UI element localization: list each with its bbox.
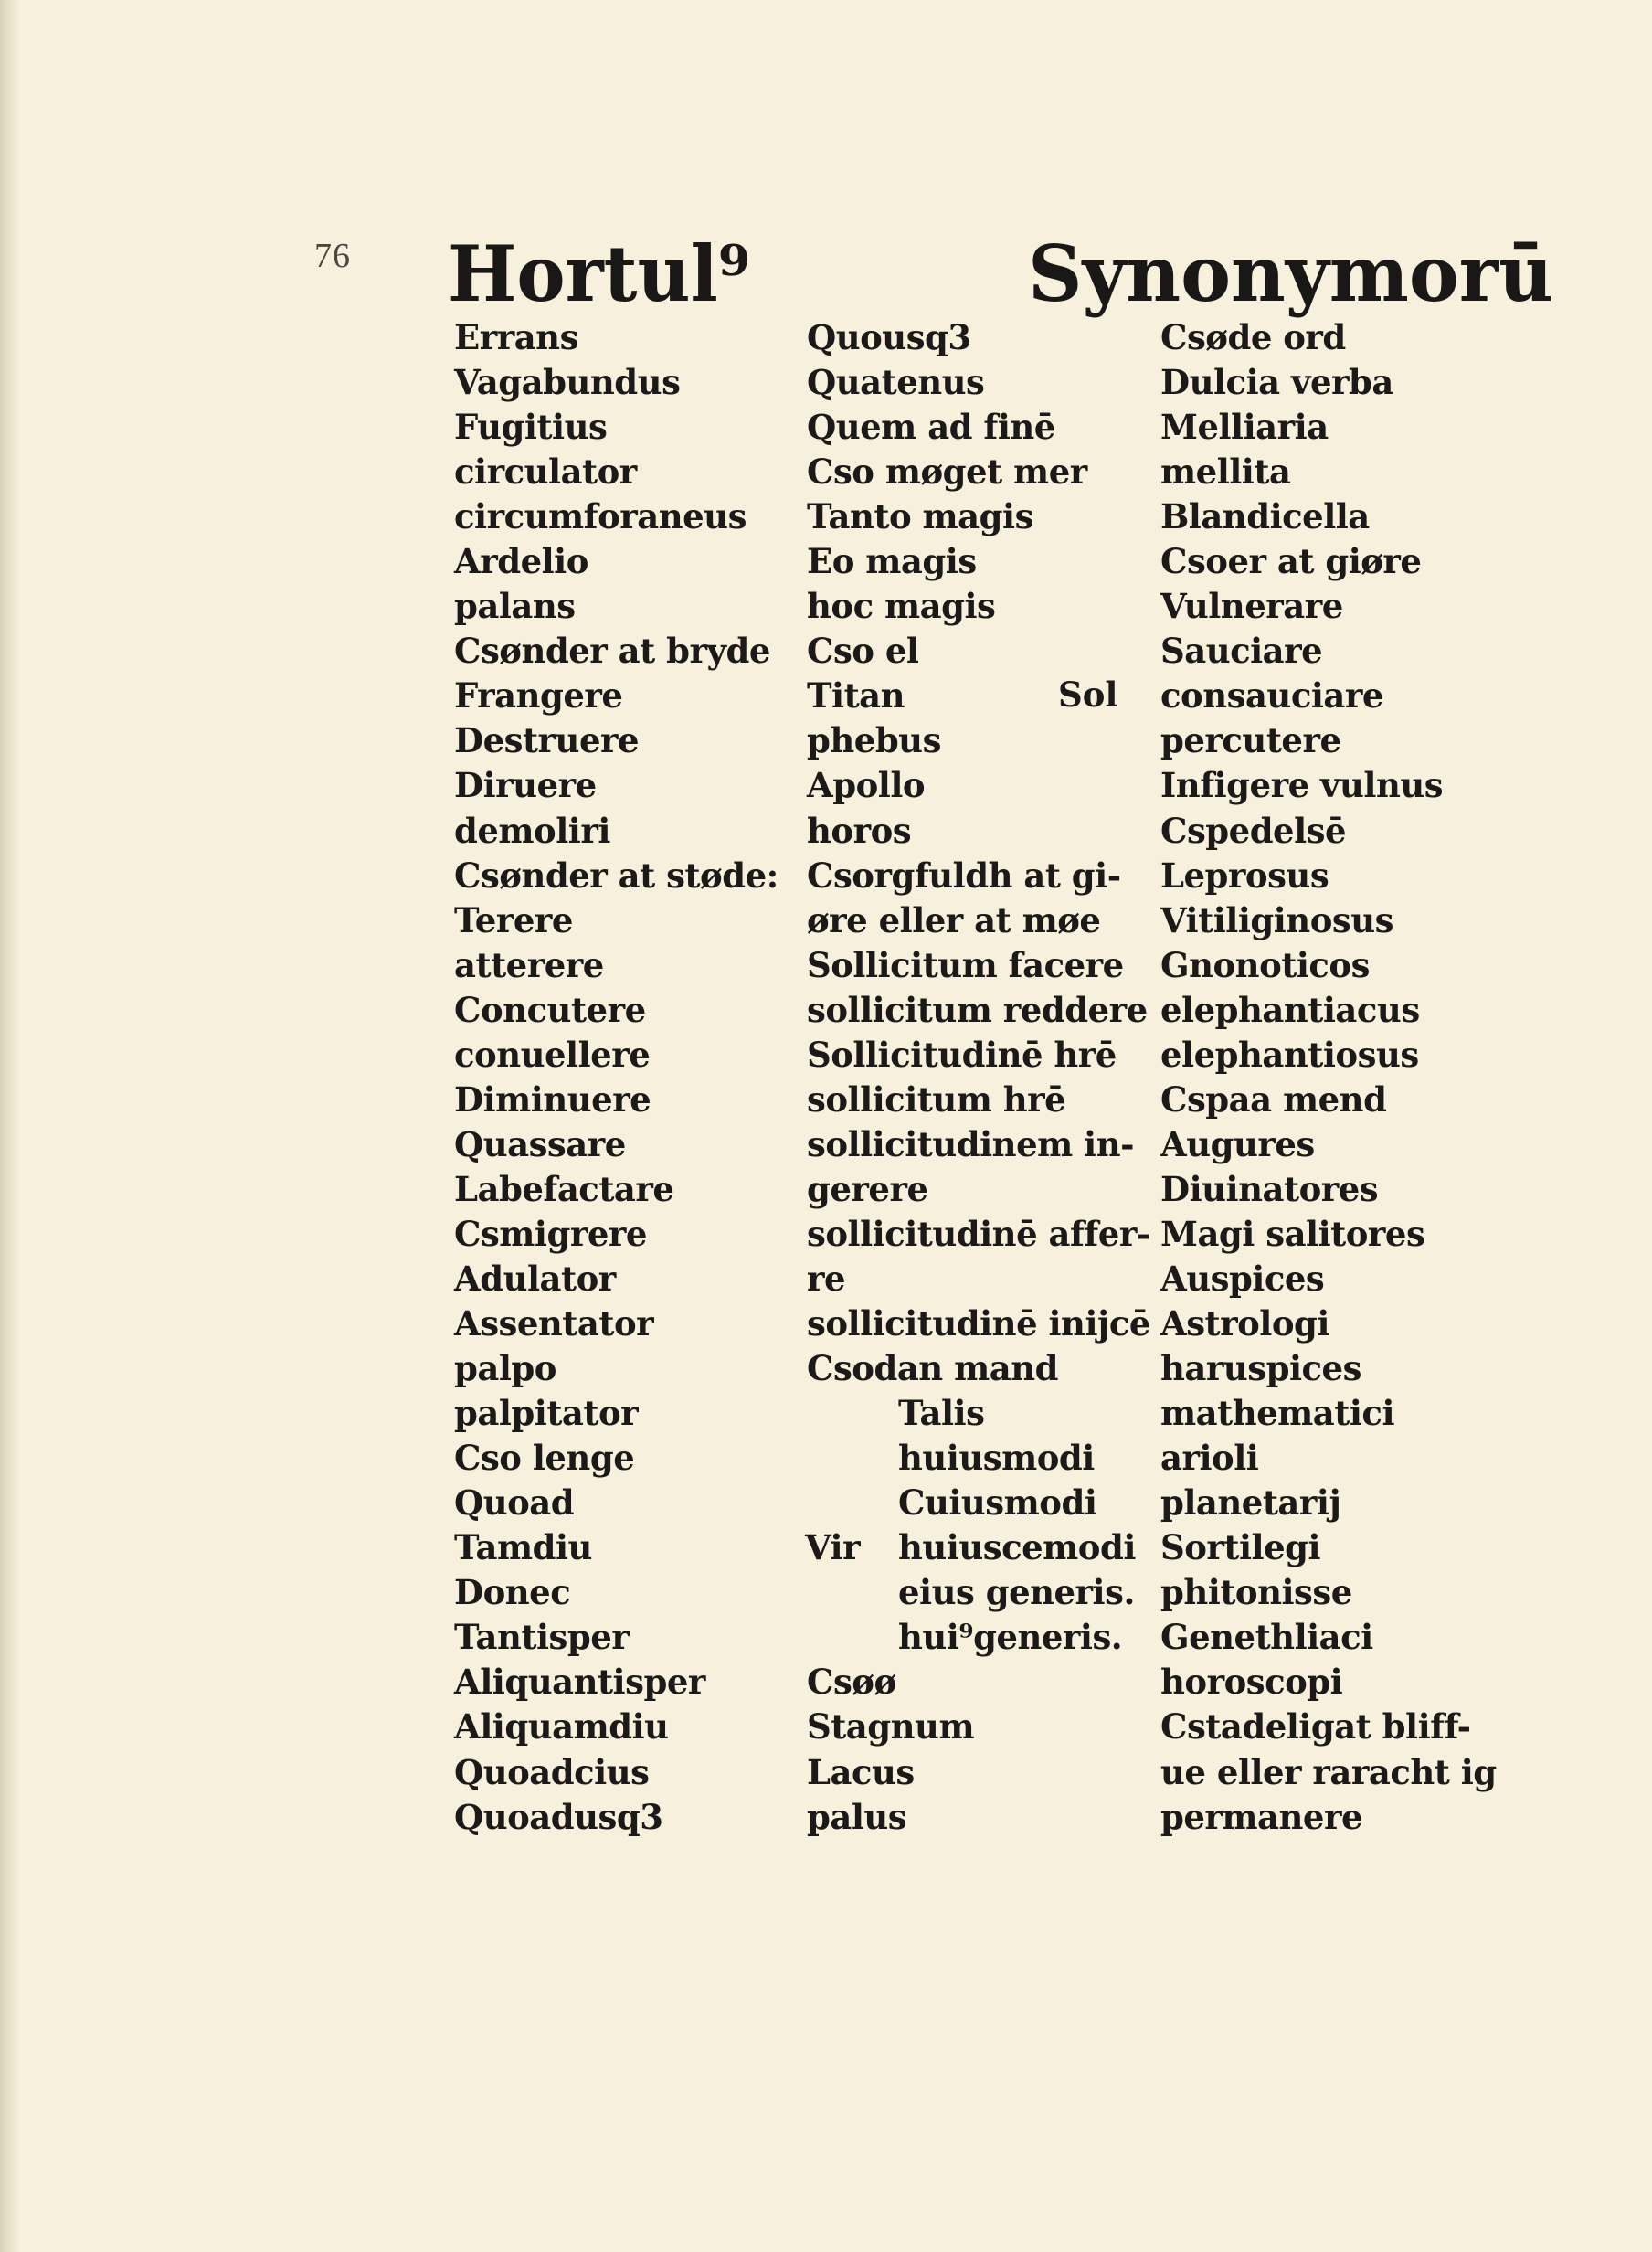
word-entry — [807, 763, 1154, 808]
column-left — [454, 315, 801, 1840]
word-entry — [807, 809, 1154, 854]
word-entry — [807, 1750, 1154, 1795]
entry-text: Sollicitum facere — [807, 944, 1124, 985]
entry-text: Talis — [898, 1393, 985, 1434]
word-entry: Genethliaci — [1160, 1617, 1373, 1658]
word-entry — [807, 1705, 1154, 1749]
word-entry — [807, 1301, 1154, 1346]
word-entry: Assentator — [454, 1303, 654, 1344]
word-entry: Tantisper — [454, 1617, 630, 1658]
entry-text: palus — [807, 1796, 907, 1837]
word-entry: Tamdiu — [454, 1527, 592, 1568]
word-entry: planetarij — [1160, 1482, 1341, 1524]
word-entry — [807, 1795, 1154, 1840]
word-entry: Errans — [454, 317, 578, 357]
word-entry: Blandicella — [1160, 496, 1370, 537]
word-entry — [807, 1525, 1154, 1570]
entry-text: Quatenus — [807, 362, 985, 403]
word-entry: elephantiosus — [1160, 1034, 1419, 1075]
entry-text: øre eller at møe — [807, 899, 1101, 940]
word-entry: Sauciare — [1160, 631, 1323, 672]
word-entry: horoscopi — [1160, 1662, 1343, 1703]
entry-text: sollicitum reddere — [807, 989, 1148, 1030]
word-entry: ue eller raracht ig — [1160, 1751, 1497, 1792]
word-entry: arioli — [1160, 1438, 1259, 1479]
word-entry: mathematici — [1160, 1393, 1395, 1434]
word-entry — [807, 494, 1154, 539]
entry-text: hui⁹generis. — [898, 1617, 1123, 1658]
word-entry: Diminuere — [454, 1078, 651, 1120]
word-entry: Quassare — [454, 1123, 626, 1164]
word-entry: Sortilegi — [1160, 1527, 1321, 1568]
word-entry: palpitator — [454, 1393, 639, 1434]
word-entry — [807, 1481, 1154, 1525]
column-middle — [807, 315, 1154, 1840]
column-middle-side-label: Sol — [1058, 675, 1118, 715]
word-entry — [807, 1078, 1154, 1122]
word-entry: phitonisse — [1160, 1572, 1352, 1613]
word-entry: Cspedelsē — [1160, 810, 1347, 851]
entry-text: eius generis. — [898, 1572, 1135, 1613]
word-entry: Vitiliginosus — [1160, 899, 1393, 940]
word-entry: atterere — [454, 944, 604, 985]
word-entry: Aliquantisper — [454, 1662, 705, 1703]
word-entry: Gnonoticos — [1160, 944, 1370, 985]
word-entry: Magi salitores — [1160, 1213, 1425, 1254]
word-entry: Augures — [1160, 1123, 1315, 1164]
word-entry: Leprosus — [1160, 855, 1329, 896]
word-entry: conuellere — [454, 1034, 651, 1075]
word-entry — [807, 1660, 1154, 1705]
word-entry: Cso lenge — [454, 1438, 635, 1479]
entry-text: Titan — [807, 675, 905, 717]
word-entry: Csøde ord — [1160, 317, 1346, 357]
word-entry — [807, 1167, 1154, 1212]
word-entry: Diruere — [454, 765, 597, 806]
word-entry: Infigere vulnus — [1160, 765, 1444, 806]
word-entry: Diuinatores — [1160, 1168, 1379, 1209]
word-entry: Frangere — [454, 675, 623, 717]
word-entry: elephantiacus — [1160, 989, 1420, 1030]
word-entry — [807, 1212, 1154, 1257]
word-entry — [807, 943, 1154, 988]
word-entry: Donec — [454, 1572, 571, 1613]
word-entry: palpo — [454, 1348, 556, 1389]
word-entry — [807, 898, 1154, 943]
word-entry: Adulator — [454, 1258, 616, 1299]
entry-text: horos — [807, 810, 912, 851]
running-title-right: Synonymorū — [1028, 228, 1553, 319]
entry-text: sollicitudinē affer- — [807, 1213, 1150, 1254]
entry-text: Csorgfuldh at gi- — [807, 855, 1121, 896]
word-entry: Quoadcius — [454, 1751, 650, 1792]
word-entry — [807, 718, 1154, 763]
entry-prefix: Vir — [805, 1527, 861, 1568]
word-entry: Cspaa mend — [1160, 1078, 1387, 1120]
word-entry — [807, 360, 1154, 405]
entry-text: Eo magis — [807, 541, 977, 582]
word-entry: permanere — [1160, 1796, 1363, 1837]
word-entry: Dulcia verba — [1160, 362, 1393, 403]
word-entry: Csønder at støde: — [454, 855, 778, 896]
word-entry: haruspices — [1160, 1348, 1361, 1389]
page-number: 76 — [314, 237, 351, 275]
word-entry: Vagabundus — [454, 362, 681, 403]
word-entry: Concutere — [454, 989, 646, 1030]
column-right — [1160, 315, 1544, 1840]
word-entry: percutere — [1160, 720, 1341, 761]
word-entry — [807, 1257, 1154, 1301]
entry-text: Sollicitudinē hrē — [807, 1034, 1117, 1075]
word-entry — [807, 405, 1154, 450]
word-entry: consauciare — [1160, 675, 1383, 717]
word-entry: Quoadusq3 — [454, 1796, 663, 1837]
word-entry — [807, 1122, 1154, 1167]
word-entry — [807, 1436, 1154, 1481]
word-entry: circumforaneus — [454, 496, 747, 537]
entry-text: Quousq3 — [807, 317, 971, 357]
word-entry: Csønder at bryde — [454, 631, 770, 672]
word-entry — [807, 988, 1154, 1033]
entry-text: Quem ad finē — [807, 407, 1055, 448]
word-entry: Vulnerare — [1160, 586, 1343, 627]
word-entry — [807, 1615, 1154, 1660]
word-entry — [807, 450, 1154, 494]
word-entry: Melliaria — [1160, 407, 1329, 448]
entry-text: Stagnum — [807, 1706, 975, 1747]
word-entry: Cstadeligat bliff- — [1160, 1706, 1471, 1747]
page-edge — [0, 0, 20, 2252]
entry-text: Cso el — [807, 631, 919, 672]
word-entry — [807, 1033, 1154, 1078]
entry-text: Csøø — [807, 1662, 896, 1703]
entry-text: gerere — [807, 1168, 928, 1209]
entry-text: Cuiusmodi — [898, 1482, 1097, 1524]
word-entry: circulator — [454, 451, 637, 493]
word-entry — [807, 1346, 1154, 1391]
entry-text: Tanto magis — [807, 496, 1033, 537]
word-entry: Fugitius — [454, 407, 608, 448]
word-entry: demoliri — [454, 810, 610, 851]
entry-text: Cso møget mer — [807, 451, 1087, 493]
word-entry — [807, 584, 1154, 629]
word-entry: Ardelio — [454, 541, 588, 582]
entry-text: huiuscemodi — [898, 1527, 1136, 1568]
word-entry: Labefactare — [454, 1168, 674, 1209]
entry-text: sollicitudinem in- — [807, 1123, 1134, 1164]
word-entry — [807, 854, 1154, 898]
entry-text: Apollo — [807, 765, 926, 806]
word-entry: Quoad — [454, 1482, 575, 1524]
word-entry — [807, 539, 1154, 584]
entry-text: sollicitudinē inijcē — [807, 1303, 1150, 1344]
entry-text: huiusmodi — [898, 1438, 1095, 1479]
entry-text: phebus — [807, 720, 941, 761]
word-entry — [807, 1570, 1154, 1615]
word-entry: Csoer at giøre — [1160, 541, 1422, 582]
entry-text: Lacus — [807, 1751, 915, 1792]
word-entry: Auspices — [1160, 1258, 1325, 1299]
entry-text: sollicitum hrē — [807, 1078, 1066, 1120]
word-entry — [807, 1391, 1154, 1436]
entry-text: Csodan mand — [807, 1348, 1058, 1389]
word-entry: Destruere — [454, 720, 640, 761]
entry-text: re — [807, 1258, 846, 1299]
word-entry — [807, 315, 1154, 360]
word-entry: Terere — [454, 899, 573, 940]
word-entry: mellita — [1160, 451, 1291, 493]
running-title-left: Hortul⁹ — [448, 228, 750, 319]
word-entry: palans — [454, 586, 576, 627]
word-entry: Astrologi — [1160, 1303, 1329, 1344]
word-entry — [807, 629, 1154, 674]
word-entry: Aliquamdiu — [454, 1706, 669, 1747]
word-entry: Csmigrere — [454, 1213, 647, 1254]
entry-text: hoc magis — [807, 586, 996, 627]
